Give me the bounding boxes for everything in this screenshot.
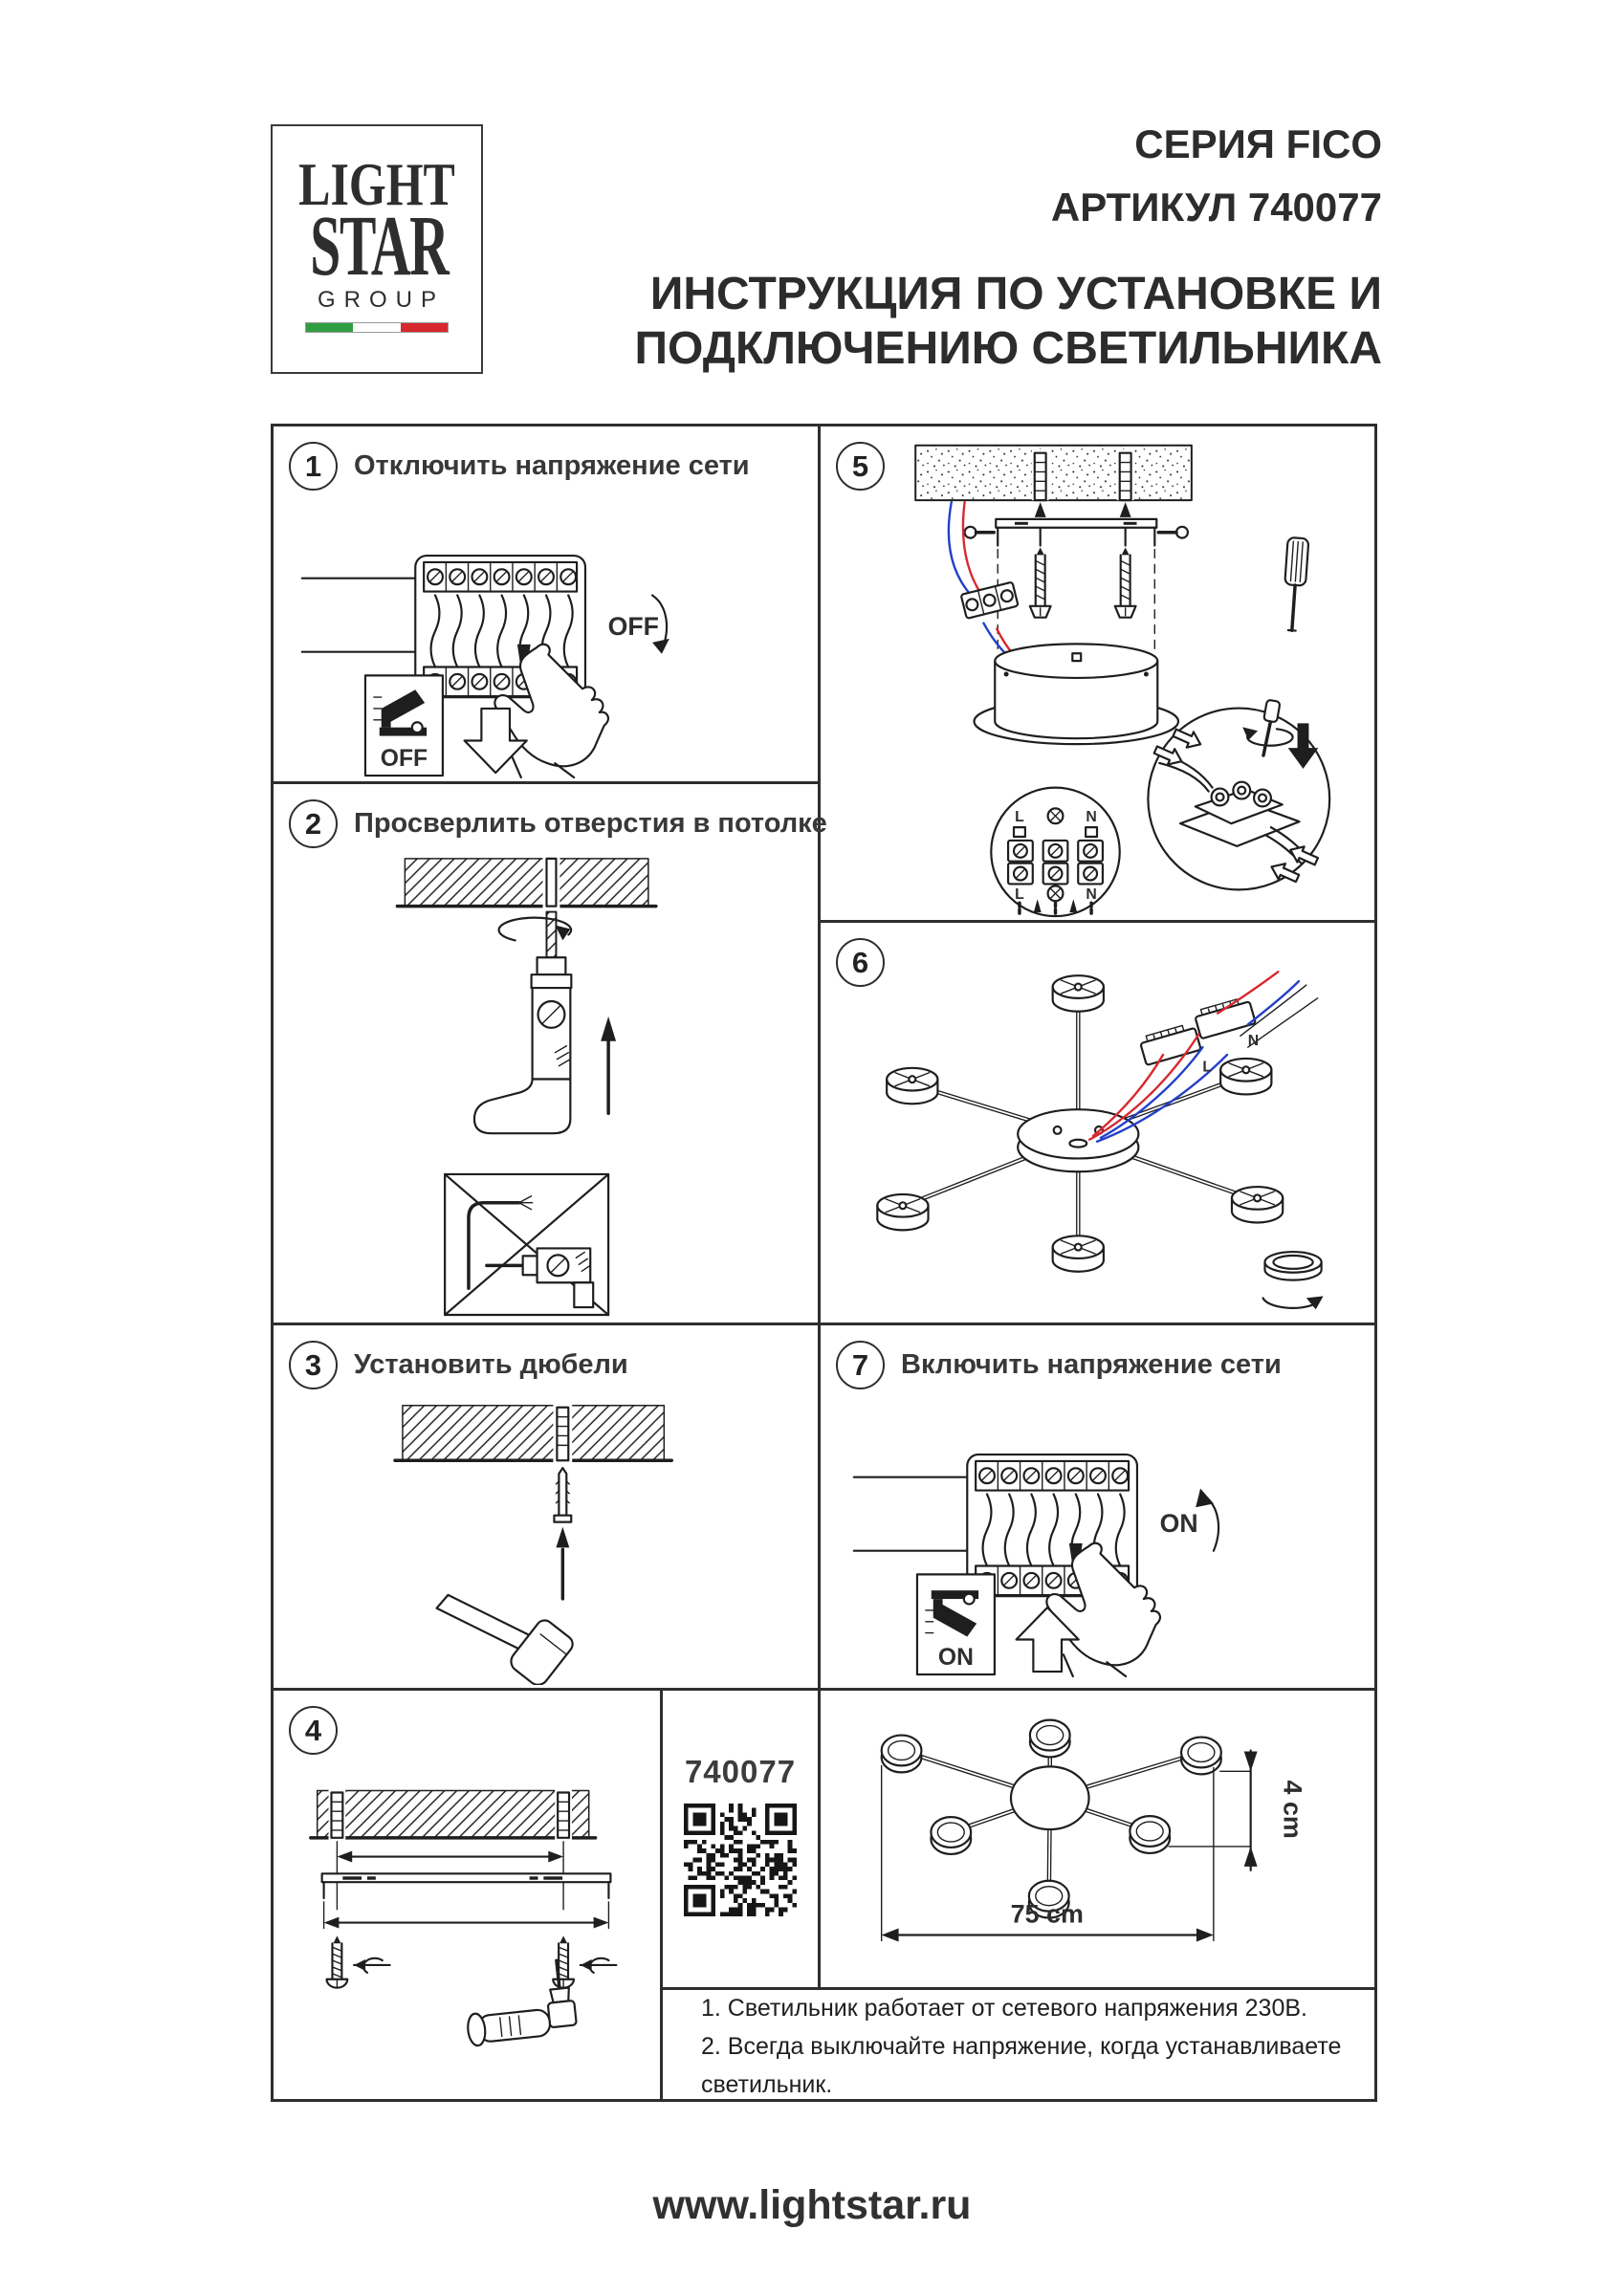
step-7-breaker-on-illustration xyxy=(821,1383,1374,1677)
step-3-dowel-hammer-illustration xyxy=(274,1383,818,1685)
step-2-drill-illustration xyxy=(274,842,818,1320)
step-1-panel xyxy=(271,424,821,784)
article-number: АРТИКУЛ 740077 xyxy=(1050,185,1382,230)
step-6-panel xyxy=(818,920,1377,1325)
step-4-panel xyxy=(271,1688,663,2102)
terminal-n-label-bottom: N xyxy=(1086,886,1097,904)
step-3-number-badge: 3 xyxy=(289,1341,338,1389)
lightstar-logo xyxy=(271,124,483,374)
note-line-2: 2. Всегда выключайте напряжение, когда устанавливаете светильник. xyxy=(701,2033,1342,2098)
height-dimension-label: 4 cm xyxy=(1278,1780,1307,1839)
width-dimension-label: 75 cm xyxy=(1010,1899,1084,1929)
notes-panel xyxy=(660,1987,1377,2102)
step-2-panel xyxy=(271,781,827,1325)
breaker-off-label: OFF xyxy=(607,611,659,641)
logo-word-light: LIGHT xyxy=(298,150,455,218)
qr-code xyxy=(684,1804,797,1916)
logo-word-group: GROUP xyxy=(317,286,445,313)
step-6-chandelier-assembly-illustration xyxy=(821,923,1374,1323)
logo-word-star: STAR xyxy=(310,199,449,295)
switch-off-label: OFF xyxy=(380,746,428,773)
step-5-panel xyxy=(818,424,1377,923)
step-5-number-badge: 5 xyxy=(836,442,885,491)
qr-panel xyxy=(660,1688,821,1990)
footer-url: www.lightstar.ru xyxy=(652,2182,972,2228)
step-7-number-badge: 7 xyxy=(836,1341,885,1389)
step-7-title: Включить напряжение сети xyxy=(901,1349,1282,1380)
instruction-title-line2: ПОДКЛЮЧЕНИЮ СВЕТИЛЬНИКА xyxy=(634,323,1382,374)
terminal-l-label-top: L xyxy=(1015,809,1024,826)
qr-article-number: 740077 xyxy=(684,1754,797,1789)
step-4-number-badge: 4 xyxy=(289,1706,338,1755)
terminal-l-label-bottom: L xyxy=(1015,886,1024,904)
step-3-title: Установить дюбели xyxy=(354,1349,628,1380)
step-2-number-badge: 2 xyxy=(289,799,338,848)
document-header xyxy=(635,122,1382,377)
step-1-title: Отключить напряжение сети xyxy=(354,450,750,481)
series-title: СЕРИЯ FICO xyxy=(1134,121,1382,166)
switch-on-label: ON xyxy=(937,1645,974,1672)
dimensions-panel xyxy=(818,1688,1377,1990)
step-2-title: Просверлить отверстия в потолке xyxy=(354,808,827,839)
step-5-mounting-illustration xyxy=(821,426,1374,920)
breaker-on-label: ON xyxy=(1159,1508,1198,1538)
instruction-grid xyxy=(271,424,1377,2102)
step-6-number-badge: 6 xyxy=(836,938,885,987)
step-7-panel xyxy=(818,1323,1377,1691)
italian-flag-icon xyxy=(305,322,449,333)
wire-l-label: L xyxy=(1202,1059,1213,1076)
step-1-number-badge: 1 xyxy=(289,442,338,491)
note-line-1: 1. Светильник работает от сетевого напряжения 230В. xyxy=(701,1995,1307,2022)
instruction-title-line1: ИНСТРУКЦИЯ ПО УСТАНОВКЕ И xyxy=(649,269,1382,320)
wire-n-label: N xyxy=(1247,1033,1260,1050)
dimensions-drawing xyxy=(821,1691,1374,1987)
terminal-n-label-top: N xyxy=(1086,809,1097,826)
step-3-panel xyxy=(271,1323,821,1691)
step-1-breaker-off-illustration xyxy=(274,484,818,778)
